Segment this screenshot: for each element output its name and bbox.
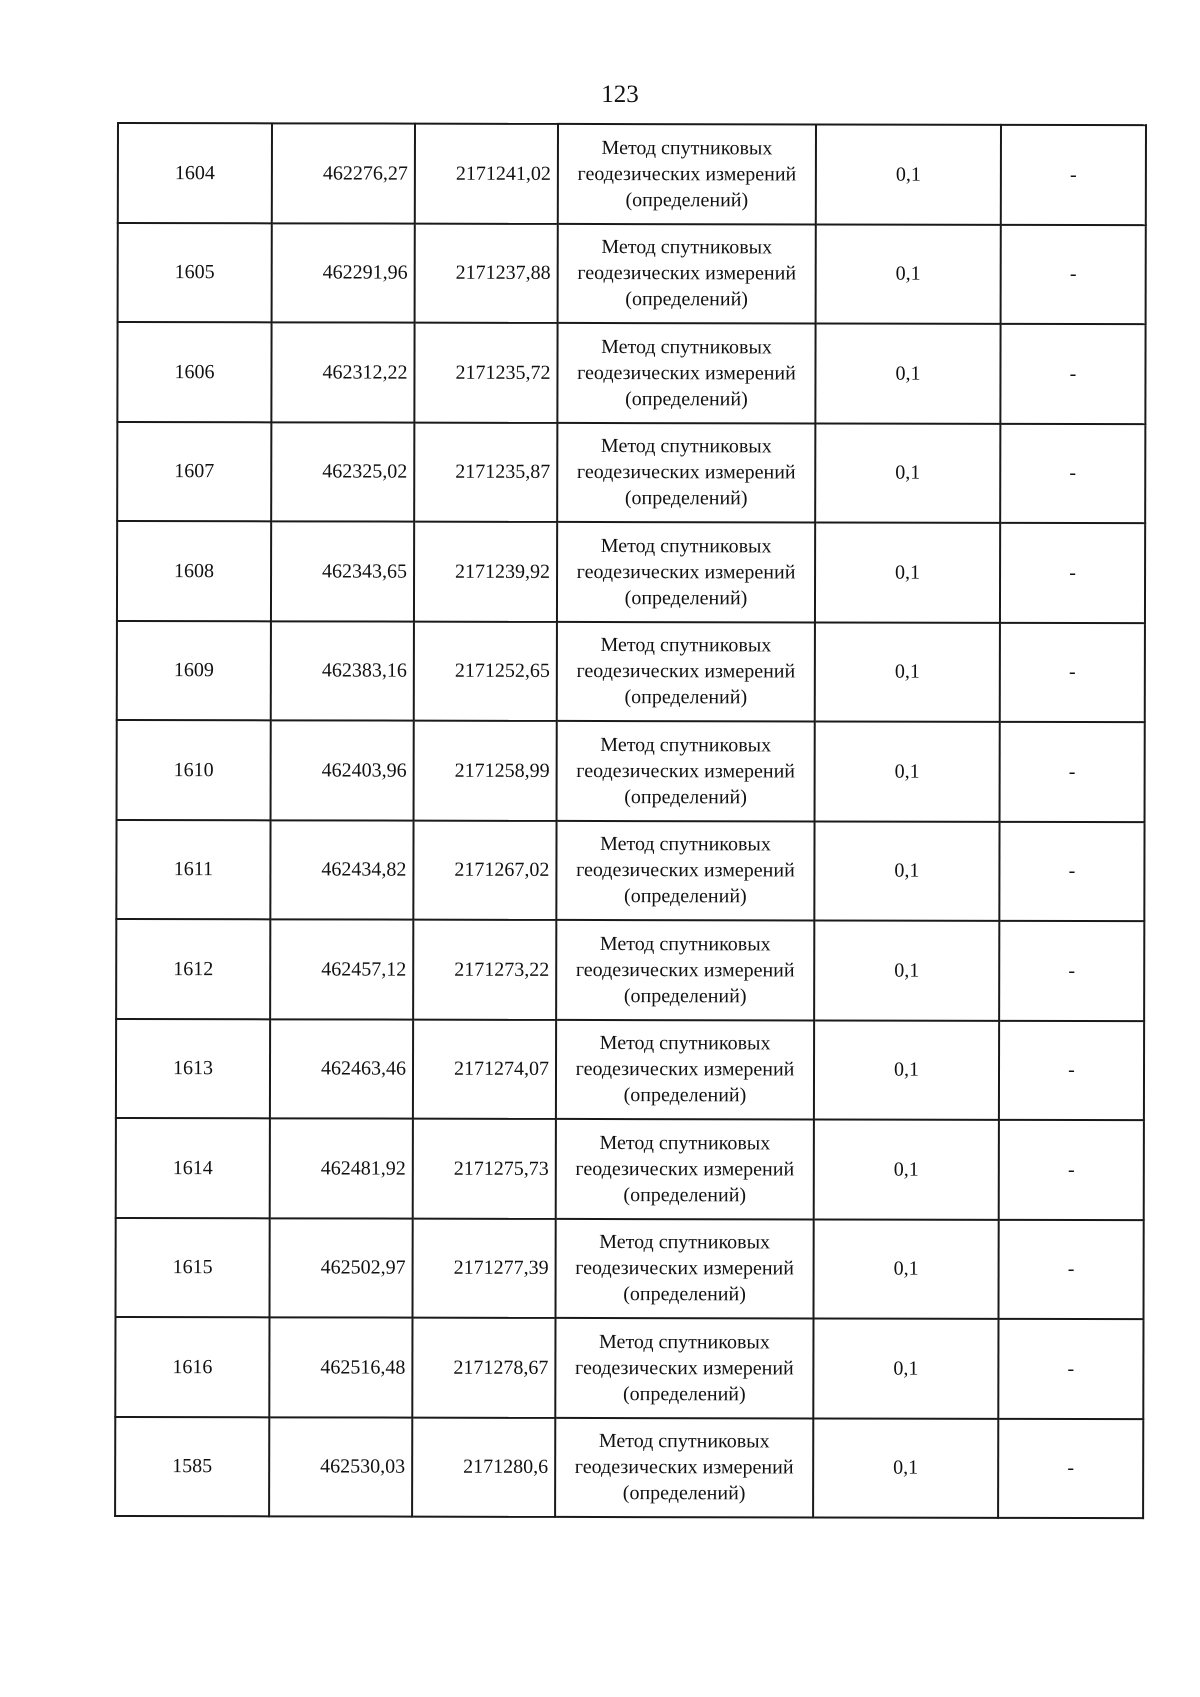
method-cell [556,820,814,920]
point-number-cell: 1605 [118,223,272,323]
method-line: геодезических измерений [575,1356,794,1380]
x-coordinate-cell: 462325,02 [271,422,414,522]
accuracy-cell: 0,1 [815,423,1000,523]
accuracy-cell: 0,1 [814,1020,999,1120]
description-cell: - [1001,224,1146,324]
accuracy-cell: 0,1 [816,124,1001,224]
method-line: Метод спутниковых [601,136,773,160]
accuracy-cell: 0,1 [815,721,1000,821]
method-line: (определений) [624,686,748,709]
x-coordinate-cell: 462502,97 [269,1218,412,1318]
method-line: (определений) [625,288,748,311]
coordinates-table [114,122,1147,1519]
method-line: (определений) [623,1283,746,1306]
x-coordinate-cell: 462481,92 [270,1118,413,1218]
y-coordinate-cell: 2171274,07 [413,1019,556,1119]
table-row [117,322,1145,424]
x-coordinate-cell: 462403,96 [271,720,414,820]
point-number-cell: 1607 [117,422,271,522]
accuracy-cell: 0,1 [815,323,1000,423]
method-cell [557,721,815,821]
method-line: (определений) [625,188,749,212]
method-line: Метод спутниковых [599,1330,770,1354]
accuracy-cell: 0,1 [814,821,999,921]
table-row [117,521,1145,623]
method-cell [556,1019,814,1119]
y-coordinate-cell: 2171235,87 [414,422,557,522]
method-line: (определений) [624,885,747,908]
y-coordinate-cell: 2171239,92 [414,522,557,622]
y-coordinate-cell: 2171235,72 [414,323,557,423]
method-line: геодезических измерений [577,262,797,285]
point-number-cell: 1606 [117,322,271,422]
description-cell: - [1000,622,1145,722]
method-line: Метод спутниковых [600,634,772,657]
table-row [117,720,1145,822]
method-line: Метод спутниковых [600,534,772,558]
method-cell [555,1218,813,1318]
method-line: геодезических измерений [576,560,796,584]
x-coordinate-cell: 462383,16 [271,621,414,721]
x-coordinate-cell: 462291,96 [272,223,415,323]
y-coordinate-cell: 2171278,67 [412,1318,555,1418]
method-line: Метод спутниковых [599,932,771,956]
method-line: Метод спутниковых [599,1131,771,1155]
method-line: Метод спутниковых [600,833,771,856]
description-cell: - [1000,722,1145,822]
method-line: (определений) [624,586,748,610]
y-coordinate-cell: 2171267,02 [413,820,556,920]
table-row [118,223,1146,325]
point-number-cell: 1613 [116,1019,270,1119]
method-line: Метод спутниковых [601,335,772,359]
method-line: геодезических измерений [575,1257,794,1280]
accuracy-cell: 0,1 [813,1318,998,1418]
y-coordinate-cell: 2171237,88 [415,223,558,323]
y-coordinate-cell: 2171258,99 [414,721,557,821]
accuracy-cell: 0,1 [813,1219,998,1319]
x-coordinate-cell: 462343,65 [271,521,414,621]
table-row [118,123,1146,225]
accuracy-cell: 0,1 [813,1418,998,1518]
method-cell [556,920,814,1020]
method-cell [555,1318,813,1418]
method-line: геодезических измерений [577,361,796,385]
accuracy-cell: 0,1 [814,920,999,1020]
point-number-cell: 1610 [117,720,271,820]
point-number-cell: 1604 [118,123,272,223]
x-coordinate-cell: 462530,03 [269,1417,412,1517]
method-line: (определений) [624,785,747,809]
method-line: (определений) [624,487,748,510]
point-number-cell: 1585 [115,1416,269,1516]
method-line: геодезических измерений [576,461,796,484]
y-coordinate-cell: 2171252,65 [414,621,557,721]
description-cell: - [998,1219,1143,1319]
method-line: геодезических измерений [576,660,796,683]
method-line: (определений) [623,1084,747,1107]
method-line: геодезических измерений [575,958,795,982]
method-cell [558,124,816,224]
x-coordinate-cell: 462276,27 [272,123,415,223]
y-coordinate-cell: 2171241,02 [415,124,558,224]
table-row [117,422,1145,524]
method-cell [557,323,815,423]
x-coordinate-cell: 462312,22 [271,322,414,422]
method-line: (определений) [623,984,747,1008]
table-row [115,1217,1143,1319]
accuracy-cell: 0,1 [815,622,1000,722]
coordinates-table-body [115,123,1146,1518]
description-cell: - [1000,423,1145,523]
y-coordinate-cell: 2171273,22 [413,920,556,1020]
method-line: Метод спутниковых [601,236,773,259]
description-cell: - [1000,523,1145,623]
method-line: геодезических измерений [576,859,795,882]
y-coordinate-cell: 2171280,6 [412,1417,555,1517]
method-line: (определений) [623,1183,747,1207]
x-coordinate-cell: 462457,12 [270,919,413,1019]
method-line: Метод спутниковых [598,1430,770,1453]
method-line: (определений) [622,1382,746,1406]
x-coordinate-cell: 462463,46 [270,1019,413,1119]
accuracy-cell: 0,1 [815,522,1000,622]
description-cell: - [1000,324,1145,424]
y-coordinate-cell: 2171277,39 [412,1218,555,1318]
table-row [115,1416,1143,1518]
y-coordinate-cell: 2171275,73 [413,1119,556,1219]
table-row [116,1118,1144,1220]
method-cell [557,621,815,721]
description-cell: - [998,1418,1143,1518]
point-number-cell: 1616 [115,1317,269,1417]
page-number: 123 [601,81,639,108]
accuracy-cell: 0,1 [816,224,1001,324]
method-cell [556,1119,814,1219]
method-line: (определений) [622,1482,746,1505]
method-line: Метод спутниковых [600,733,772,757]
point-number-cell: 1611 [116,820,270,920]
x-coordinate-cell: 462434,82 [270,820,413,920]
method-cell [555,1417,813,1517]
description-cell: - [1001,125,1146,225]
method-line: геодезических измерений [575,1157,795,1181]
point-number-cell: 1612 [116,919,270,1019]
point-number-cell: 1615 [115,1217,269,1317]
method-line: геодезических измерений [576,759,796,783]
method-cell [558,223,816,323]
accuracy-cell: 0,1 [814,1119,999,1219]
method-line: Метод спутниковых [600,435,772,458]
method-line: (определений) [625,387,748,411]
method-line: геодезических измерений [575,1058,795,1081]
method-cell [557,522,815,622]
method-cell [557,422,815,522]
method-line: Метод спутниковых [599,1032,771,1055]
table-row [116,919,1144,1021]
point-number-cell: 1614 [116,1118,270,1218]
table-row [116,820,1144,922]
x-coordinate-cell: 462516,48 [269,1317,412,1417]
table-row [115,1317,1143,1419]
method-line: геодезических измерений [574,1456,794,1479]
table-row [116,1019,1144,1121]
point-number-cell: 1608 [117,521,271,621]
method-line: Метод спутниковых [599,1231,771,1254]
table-row [117,621,1145,723]
description-cell: - [999,1020,1144,1120]
description-cell: - [999,921,1144,1021]
method-line: геодезических измерений [577,162,797,186]
description-cell: - [999,1120,1144,1220]
point-number-cell: 1609 [117,621,271,721]
description-cell: - [999,821,1144,921]
description-cell: - [998,1319,1143,1419]
